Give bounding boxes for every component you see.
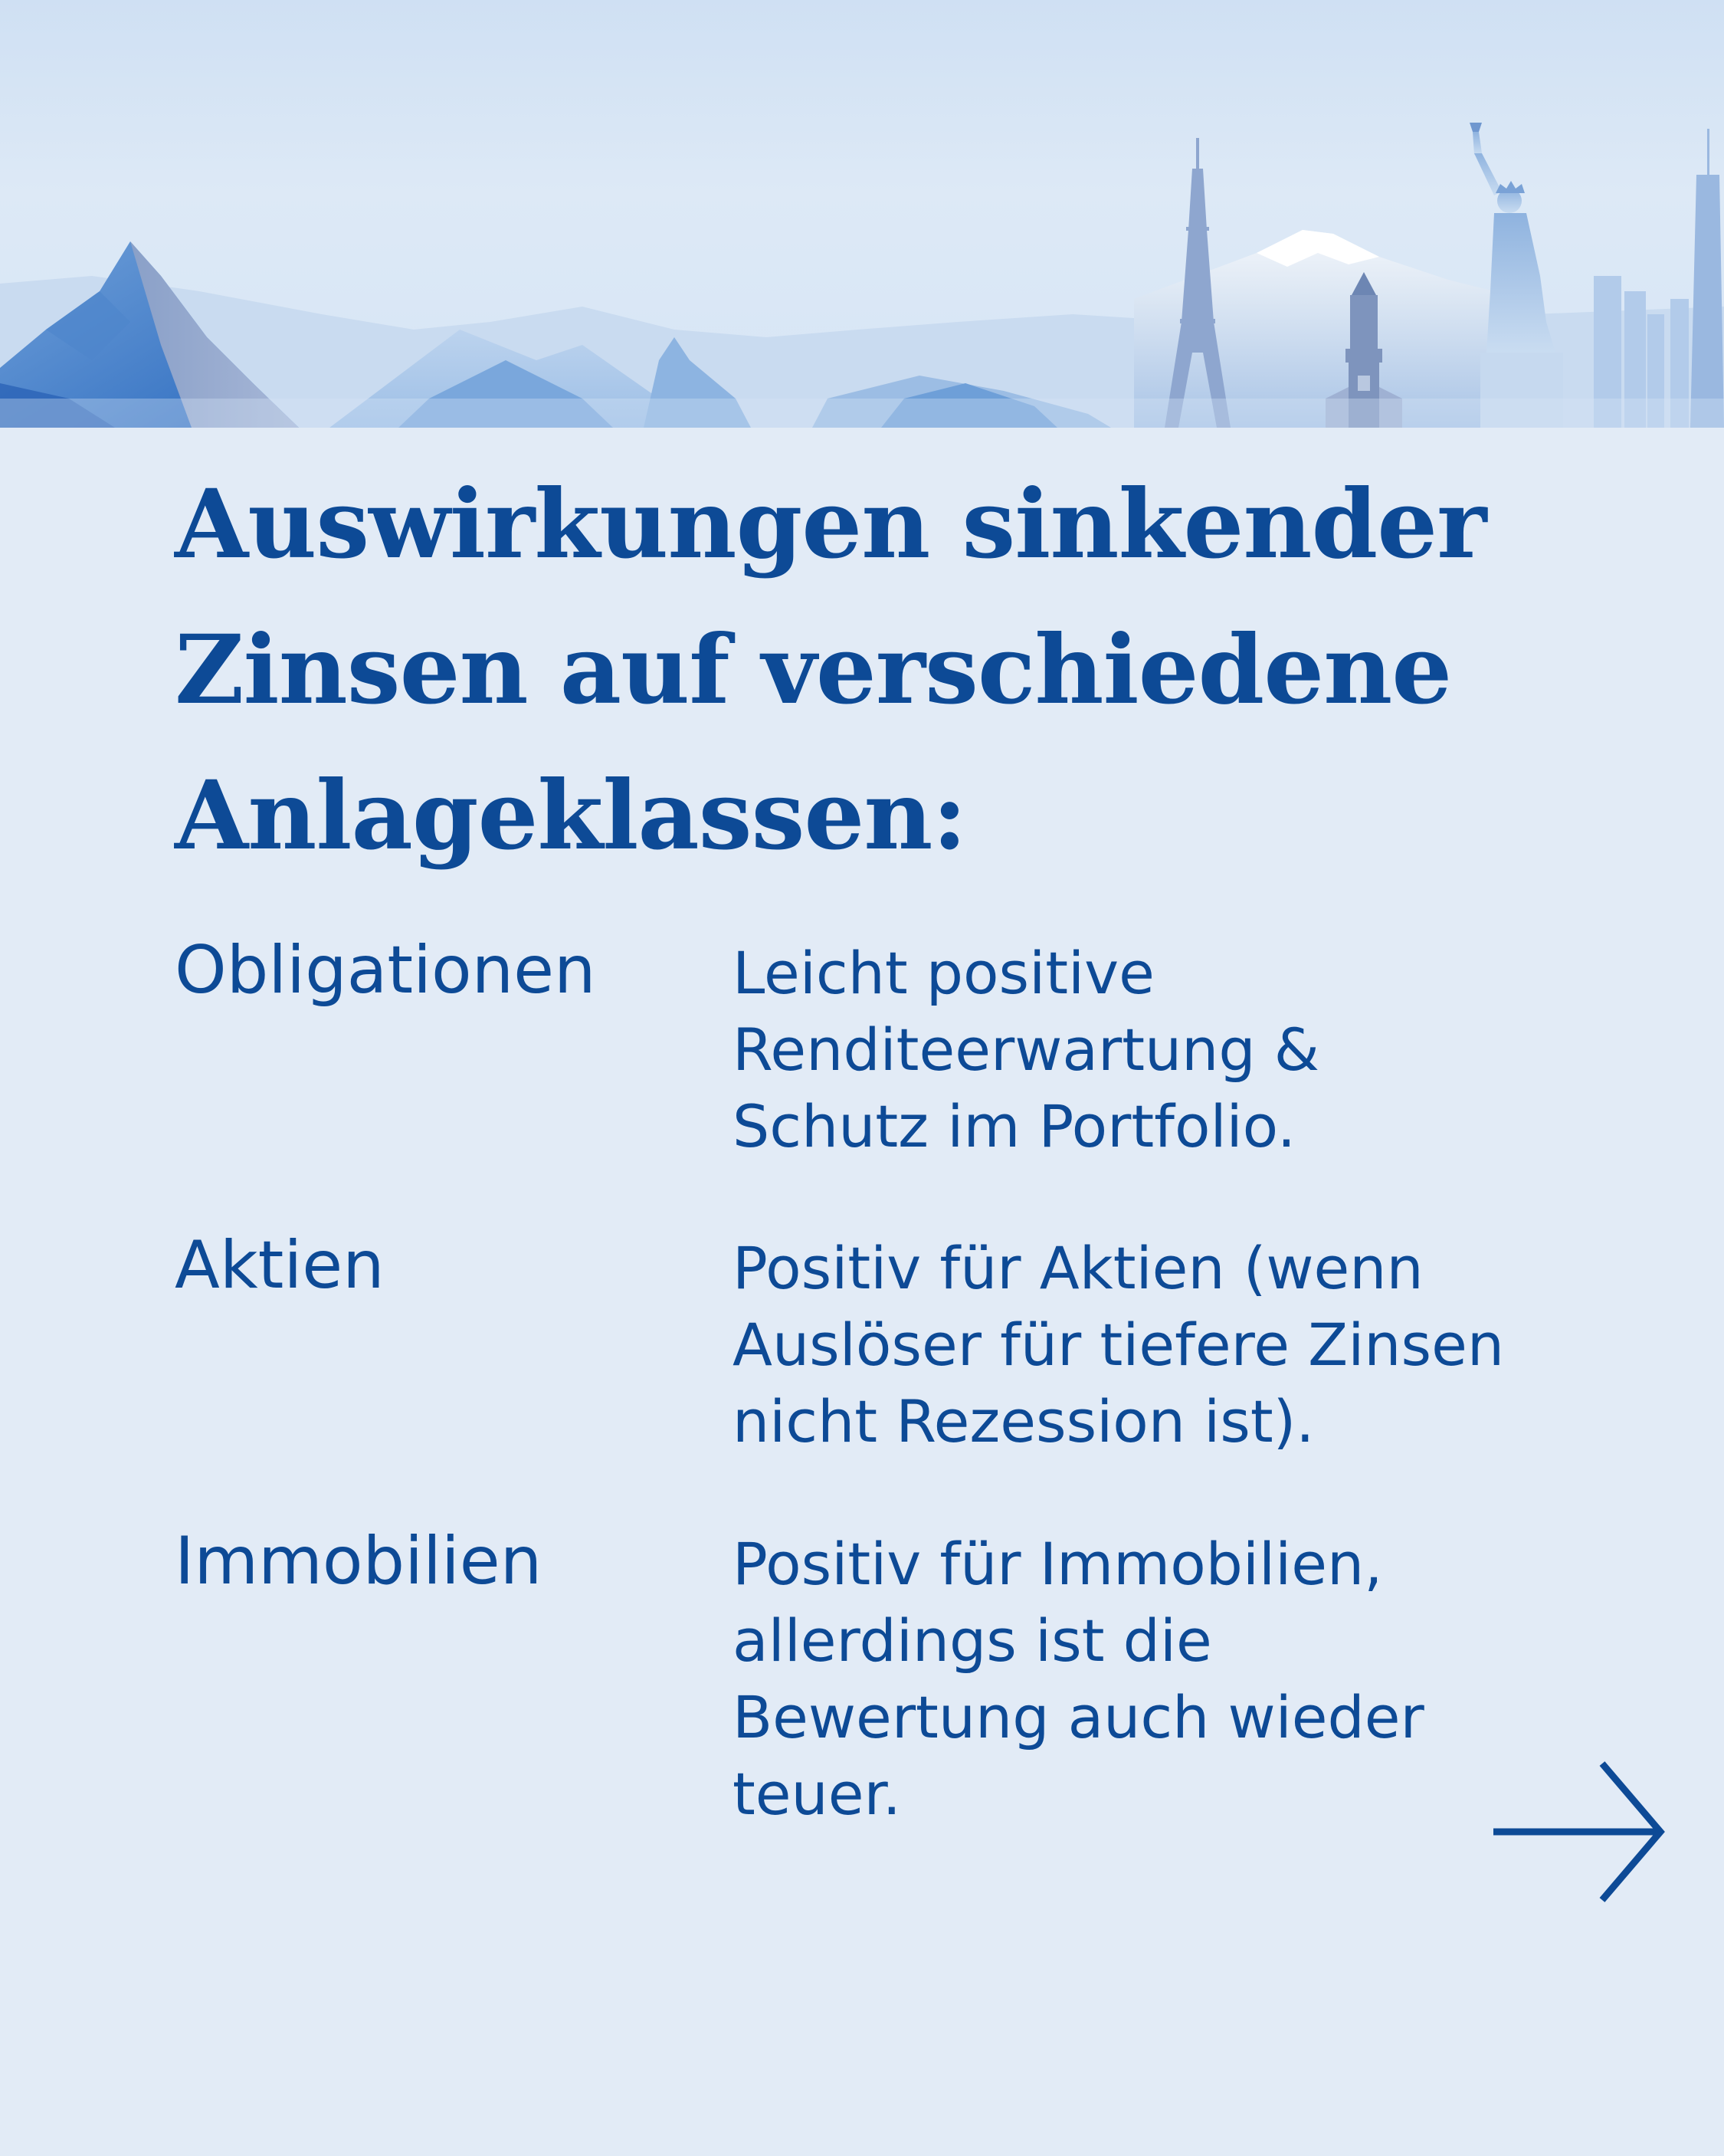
asset-class-label: Obligationen <box>175 932 596 1009</box>
arrow-right-icon <box>1490 1759 1667 1905</box>
page-title: Auswirkungen sinkender Zinsen auf verschiedene Anlageklassen: <box>175 469 1486 871</box>
asset-class-description: Positiv für Immobilien, allerdings ist die Bewertung auch wieder teuer. <box>733 1530 1424 1828</box>
landmark-skyline-illustration <box>0 0 1724 428</box>
next-slide-button[interactable] <box>1490 1759 1667 1905</box>
asset-class-description: Positiv für Aktien (wenn Auslöser für tiefere Zinsen nicht Rezession ist). <box>733 1234 1504 1455</box>
asset-class-description: Leicht positive Renditeerwartung & Schutz im Portfolio. <box>733 939 1320 1160</box>
asset-class-label: Immobilien <box>175 1523 542 1600</box>
asset-class-label: Aktien <box>175 1227 385 1304</box>
header-banner-image <box>0 0 1724 428</box>
